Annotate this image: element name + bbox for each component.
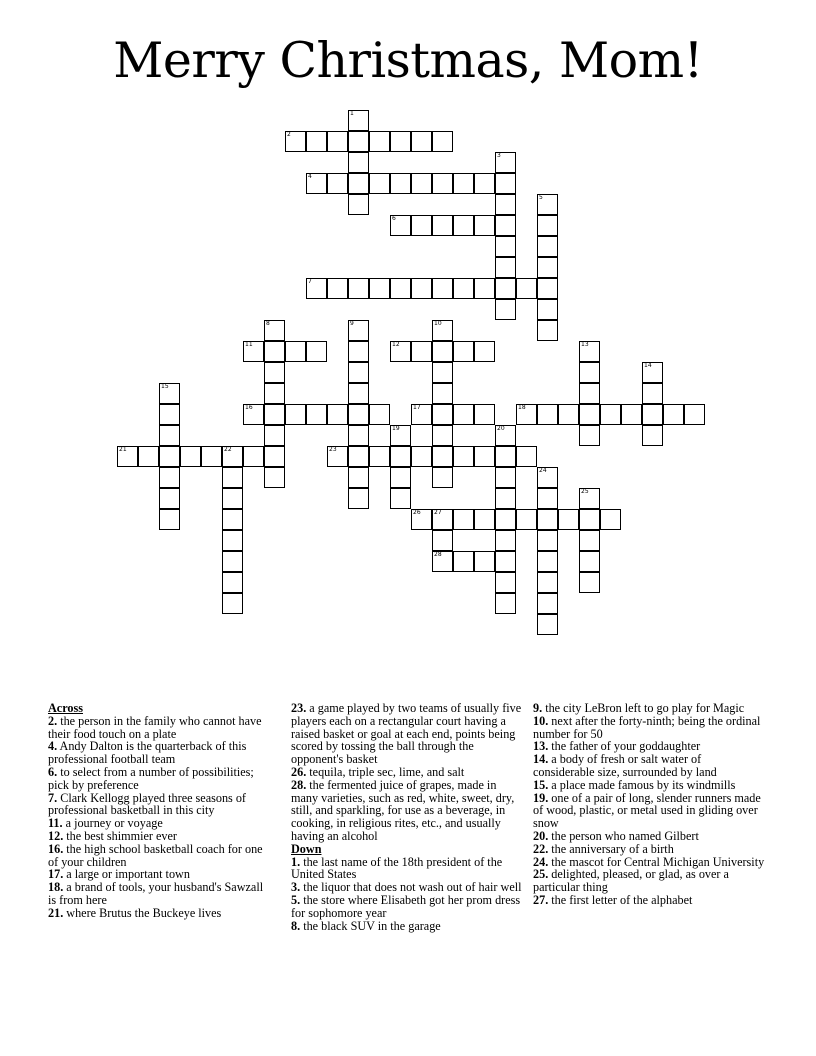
clue-text: the liquor that does not wash out of hair well	[300, 880, 522, 895]
grid-cell[interactable]	[117, 446, 138, 467]
down-heading: Down	[291, 841, 322, 856]
grid-cell[interactable]	[285, 404, 306, 425]
grid-cell[interactable]	[348, 404, 369, 425]
grid-cell[interactable]	[495, 488, 516, 509]
grid-cell[interactable]	[180, 446, 201, 467]
grid-cell[interactable]	[495, 551, 516, 572]
grid-cell[interactable]	[264, 404, 285, 425]
clue-text: where Brutus the Buckeye lives	[63, 905, 222, 920]
grid-cell[interactable]	[474, 278, 495, 299]
clue-text: the best shimmier ever	[63, 828, 177, 843]
grid-cell[interactable]	[558, 404, 579, 425]
grid-cell[interactable]	[390, 131, 411, 152]
across-clue	[48, 766, 274, 792]
clue-number: 13.	[533, 739, 549, 754]
grid-cell[interactable]	[348, 383, 369, 404]
clue-number: 22.	[533, 841, 549, 856]
grid-cell[interactable]	[327, 131, 348, 152]
grid-cell[interactable]	[159, 467, 180, 488]
grid-cell[interactable]	[432, 362, 453, 383]
grid-cell[interactable]	[432, 425, 453, 446]
clue-text: the black SUV in the garage	[300, 918, 441, 933]
clue-number: 25.	[533, 867, 549, 882]
grid-cell[interactable]	[474, 509, 495, 530]
grid-cell[interactable]	[474, 341, 495, 362]
grid-cell[interactable]	[684, 404, 705, 425]
grid-cell[interactable]	[411, 404, 432, 425]
grid-cell[interactable]	[495, 446, 516, 467]
grid-cell[interactable]	[495, 425, 516, 446]
grid-cell[interactable]	[537, 467, 558, 488]
grid-cell[interactable]	[390, 215, 411, 236]
grid-cell[interactable]	[642, 425, 663, 446]
grid-cell[interactable]	[348, 110, 369, 131]
clue-number: 5	[539, 194, 543, 201]
clue-number: 1.	[291, 854, 301, 869]
grid-cell[interactable]	[537, 194, 558, 215]
grid-cell[interactable]	[411, 446, 432, 467]
grid-cell[interactable]	[306, 404, 327, 425]
grid-cell[interactable]	[642, 362, 663, 383]
grid-cell[interactable]	[537, 488, 558, 509]
clue-number: 21.	[48, 905, 64, 920]
down-clue	[533, 753, 765, 779]
grid-cell[interactable]	[306, 341, 327, 362]
clue-text: the fermented juice of grapes, made in many varieties, such as red, white, sweet, dry, still, and sparkling, for use as a beverage, in cooking, in religious rites, etc., and usually having an alcohol	[291, 777, 515, 843]
grid-cell[interactable]	[264, 341, 285, 362]
clue-text: the city LeBron left to go play for Magic	[542, 701, 745, 715]
grid-cell[interactable]	[516, 446, 537, 467]
clue-number: 3.	[291, 880, 301, 895]
grid-cell[interactable]	[411, 173, 432, 194]
grid-cell[interactable]	[264, 467, 285, 488]
grid-cell[interactable]	[348, 152, 369, 173]
grid-cell[interactable]	[600, 509, 621, 530]
clue-number: 10	[434, 320, 442, 327]
grid-cell[interactable]	[495, 173, 516, 194]
clue-number: 3	[497, 152, 501, 159]
clue-text: the father of your goddaughter	[548, 739, 701, 754]
grid-cell[interactable]	[369, 131, 390, 152]
grid-cell[interactable]	[432, 551, 453, 572]
grid-cell[interactable]	[495, 152, 516, 173]
grid-cell[interactable]	[411, 341, 432, 362]
grid-cell[interactable]	[432, 320, 453, 341]
grid-cell[interactable]	[453, 404, 474, 425]
clue-text: the person in the family who cannot have their food touch on a plate	[48, 713, 262, 741]
down-clue	[533, 868, 765, 894]
grid-cell[interactable]	[390, 467, 411, 488]
clue-number: 4.	[48, 739, 58, 754]
clue-number: 14	[644, 362, 652, 369]
clue-number: 5.	[291, 892, 301, 907]
clue-text: the high school basketball coach for one of your children	[48, 841, 263, 869]
grid-cell[interactable]	[159, 509, 180, 530]
grid-cell[interactable]	[222, 509, 243, 530]
grid-cell[interactable]	[264, 425, 285, 446]
grid-cell[interactable]	[264, 320, 285, 341]
clue-number: 18	[518, 404, 526, 411]
grid-cell[interactable]	[348, 488, 369, 509]
grid-cell[interactable]	[348, 362, 369, 383]
clue-number: 23	[329, 446, 337, 453]
grid-cell[interactable]	[138, 446, 159, 467]
grid-cell[interactable]	[306, 173, 327, 194]
down-clue	[533, 894, 765, 907]
grid-cell[interactable]	[159, 425, 180, 446]
grid-cell[interactable]	[537, 593, 558, 614]
clues-column-1	[48, 702, 274, 920]
clues-column-3	[533, 702, 765, 907]
across-clue	[291, 779, 523, 843]
grid-cell[interactable]	[243, 404, 264, 425]
grid-cell[interactable]	[474, 446, 495, 467]
grid-cell[interactable]	[600, 404, 621, 425]
clue-text: a place made famous by its windmills	[548, 777, 736, 792]
grid-cell[interactable]	[264, 446, 285, 467]
grid-cell[interactable]	[579, 362, 600, 383]
grid-cell[interactable]	[432, 509, 453, 530]
clue-text: a journey or voyage	[62, 816, 163, 831]
grid-cell[interactable]	[390, 425, 411, 446]
grid-cell[interactable]	[432, 278, 453, 299]
grid-cell[interactable]	[348, 173, 369, 194]
grid-cell[interactable]	[516, 404, 537, 425]
grid-cell[interactable]	[495, 236, 516, 257]
grid-cell[interactable]	[474, 173, 495, 194]
grid-cell[interactable]	[369, 173, 390, 194]
across-clue	[48, 881, 274, 907]
clue-text: the person who named Gilbert	[548, 828, 699, 843]
clue-number: 27	[434, 509, 442, 516]
grid-cell[interactable]	[327, 446, 348, 467]
grid-cell[interactable]	[411, 215, 432, 236]
clue-text: a brand of tools, your husband's Sawzall is from here	[48, 880, 264, 907]
clue-number: 11.	[48, 816, 63, 831]
grid-cell[interactable]	[432, 383, 453, 404]
clue-number: 2.	[48, 713, 58, 728]
grid-cell[interactable]	[537, 299, 558, 320]
clue-number: 27.	[533, 892, 549, 907]
grid-cell[interactable]	[327, 404, 348, 425]
grid-cell[interactable]	[579, 383, 600, 404]
grid-cell[interactable]	[453, 446, 474, 467]
clue-number: 19	[392, 425, 400, 432]
grid-cell[interactable]	[411, 131, 432, 152]
grid-cell[interactable]	[390, 341, 411, 362]
clue-number: 26.	[291, 764, 307, 779]
grid-cell[interactable]	[537, 215, 558, 236]
grid-cell[interactable]	[495, 509, 516, 530]
clue-text: a body of fresh or salt water of considerable size, surrounded by land	[533, 752, 717, 779]
clue-number: 17.	[48, 867, 64, 882]
grid-cell[interactable]	[537, 572, 558, 593]
grid-cell[interactable]	[663, 404, 684, 425]
grid-cell[interactable]	[474, 551, 495, 572]
clue-number: 18.	[48, 880, 64, 895]
grid-cell[interactable]	[348, 194, 369, 215]
clue-text: to select from a number of possibilities; pick by preference	[48, 764, 254, 792]
clue-text: Andy Dalton is the quarterback of this professional football team	[48, 739, 247, 767]
grid-cell[interactable]	[432, 341, 453, 362]
clue-number: 16.	[48, 841, 64, 856]
clue-number: 8	[266, 320, 270, 327]
clue-text: a large or important town	[63, 867, 190, 882]
grid-cell[interactable]	[432, 131, 453, 152]
grid-cell[interactable]	[348, 131, 369, 152]
grid-cell[interactable]	[537, 404, 558, 425]
grid-cell[interactable]	[285, 341, 306, 362]
grid-cell[interactable]	[159, 446, 180, 467]
grid-cell[interactable]	[243, 446, 264, 467]
grid-cell[interactable]	[579, 530, 600, 551]
grid-cell[interactable]	[537, 509, 558, 530]
clue-number: 24	[539, 467, 547, 474]
grid-cell[interactable]	[495, 467, 516, 488]
grid-cell[interactable]	[390, 278, 411, 299]
grid-cell[interactable]	[495, 194, 516, 215]
clue-number: 28.	[291, 777, 307, 792]
grid-cell[interactable]	[642, 404, 663, 425]
grid-cell[interactable]	[243, 341, 264, 362]
grid-cell[interactable]	[222, 446, 243, 467]
clue-text: the anniversary of a birth	[548, 841, 674, 856]
clue-text: the mascot for Central Michigan University	[548, 854, 765, 869]
clue-number: 15	[161, 383, 169, 390]
clue-text: a game played by two teams of usually five players each on a rectangular court having a raised basket or goal at each end, points being scored by tossing the ball through the opponent's basket	[291, 701, 522, 767]
grid-cell[interactable]	[222, 530, 243, 551]
grid-cell[interactable]	[537, 320, 558, 341]
grid-cell[interactable]	[432, 173, 453, 194]
grid-cell[interactable]	[369, 278, 390, 299]
grid-cell[interactable]	[201, 446, 222, 467]
grid-cell[interactable]	[579, 425, 600, 446]
across-clue	[48, 843, 274, 869]
grid-cell[interactable]	[516, 278, 537, 299]
grid-cell[interactable]	[327, 173, 348, 194]
grid-cell[interactable]	[432, 467, 453, 488]
grid-cell[interactable]	[558, 509, 579, 530]
grid-cell[interactable]	[537, 236, 558, 257]
grid-cell[interactable]	[159, 488, 180, 509]
down-clue	[291, 920, 523, 933]
grid-cell[interactable]	[306, 131, 327, 152]
clue-number: 20.	[533, 828, 549, 843]
down-clue	[291, 856, 523, 882]
clue-number: 28	[434, 551, 442, 558]
grid-cell[interactable]	[432, 446, 453, 467]
grid-cell[interactable]	[369, 404, 390, 425]
grid-cell[interactable]	[453, 341, 474, 362]
grid-cell[interactable]	[579, 404, 600, 425]
clue-number: 7.	[48, 790, 58, 805]
clue-text: Clark Kellogg played three seasons of professional basketball in this city	[48, 790, 246, 818]
grid-cell[interactable]	[327, 278, 348, 299]
grid-cell[interactable]	[390, 446, 411, 467]
clue-number: 26	[413, 509, 421, 516]
down-clue	[533, 792, 765, 830]
grid-cell[interactable]	[537, 278, 558, 299]
grid-cell[interactable]	[474, 404, 495, 425]
clue-number: 6	[392, 215, 396, 222]
clue-number: 14.	[533, 752, 549, 767]
grid-cell[interactable]	[516, 509, 537, 530]
grid-cell[interactable]	[642, 383, 663, 404]
across-clue	[48, 715, 274, 741]
grid-cell[interactable]	[579, 509, 600, 530]
grid-cell[interactable]	[495, 257, 516, 278]
clue-number: 1	[350, 110, 354, 117]
clue-text: next after the forty-ninth; being the ordinal number for 50	[533, 713, 761, 741]
clues-column-2	[291, 702, 523, 932]
grid-cell[interactable]	[348, 320, 369, 341]
grid-cell[interactable]	[579, 488, 600, 509]
grid-cell[interactable]	[453, 173, 474, 194]
grid-cell[interactable]	[453, 551, 474, 572]
clue-text: the last name of the 18th president of the United States	[291, 854, 503, 882]
grid-cell[interactable]	[579, 551, 600, 572]
grid-cell[interactable]	[579, 572, 600, 593]
clue-number: 11	[245, 341, 253, 348]
clue-number: 19.	[533, 790, 549, 805]
clue-number: 21	[119, 446, 127, 453]
grid-cell[interactable]	[348, 467, 369, 488]
grid-cell[interactable]	[348, 446, 369, 467]
clue-number: 10.	[533, 713, 549, 728]
grid-cell[interactable]	[159, 383, 180, 404]
across-clue	[291, 702, 523, 766]
clue-number: 12.	[48, 828, 64, 843]
clue-number: 7	[308, 278, 312, 285]
grid-cell[interactable]	[369, 446, 390, 467]
grid-cell[interactable]	[453, 215, 474, 236]
grid-cell[interactable]	[222, 488, 243, 509]
clue-number: 2	[287, 131, 291, 138]
clue-number: 4	[308, 173, 312, 180]
clue-number: 15.	[533, 777, 549, 792]
grid-cell[interactable]	[537, 551, 558, 572]
grid-cell[interactable]	[579, 341, 600, 362]
across-clue	[48, 907, 274, 920]
grid-cell[interactable]	[474, 215, 495, 236]
grid-cell[interactable]	[495, 215, 516, 236]
grid-cell[interactable]	[222, 572, 243, 593]
grid-cell[interactable]	[411, 509, 432, 530]
across-heading: Across	[48, 701, 83, 715]
clue-number: 9	[350, 320, 354, 327]
clue-number: 8.	[291, 918, 301, 933]
clue-text: the store where Elisabeth got her prom dress for sophomore year	[291, 892, 521, 920]
grid-cell[interactable]	[495, 278, 516, 299]
puzzle-title: Merry Christmas, Mom!	[113, 32, 703, 89]
clue-number: 17	[413, 404, 421, 411]
grid-cell[interactable]	[495, 299, 516, 320]
grid-cell[interactable]	[159, 404, 180, 425]
clue-text: delighted, pleased, or glad, as over a particular thing	[533, 867, 729, 895]
clue-number: 13	[581, 341, 589, 348]
grid-cell[interactable]	[264, 383, 285, 404]
grid-cell[interactable]	[495, 593, 516, 614]
grid-cell[interactable]	[621, 404, 642, 425]
clue-number: 9.	[533, 701, 543, 715]
grid-cell[interactable]	[432, 404, 453, 425]
grid-cell[interactable]	[432, 530, 453, 551]
grid-cell[interactable]	[411, 278, 432, 299]
grid-cell[interactable]	[264, 362, 285, 383]
clue-text: the first letter of the alphabet	[548, 892, 693, 907]
clue-number: 6.	[48, 764, 58, 779]
grid-cell[interactable]	[453, 278, 474, 299]
across-clue	[48, 792, 274, 818]
grid-cell[interactable]	[495, 530, 516, 551]
grid-cell[interactable]	[390, 488, 411, 509]
clue-text: tequila, triple sec, lime, and salt	[306, 764, 465, 779]
grid-cell[interactable]	[390, 173, 411, 194]
clue-number: 20	[497, 425, 505, 432]
grid-cell[interactable]	[306, 278, 327, 299]
grid-cell[interactable]	[537, 257, 558, 278]
clue-number: 25	[581, 488, 589, 495]
grid-cell[interactable]	[222, 593, 243, 614]
grid-cell[interactable]	[348, 341, 369, 362]
grid-cell[interactable]	[285, 131, 306, 152]
grid-cell[interactable]	[222, 551, 243, 572]
grid-cell[interactable]	[537, 530, 558, 551]
grid-cell[interactable]	[348, 278, 369, 299]
clue-number: 24.	[533, 854, 549, 869]
grid-cell[interactable]	[495, 572, 516, 593]
grid-cell[interactable]	[432, 215, 453, 236]
grid-cell[interactable]	[537, 614, 558, 635]
clue-number: 22	[224, 446, 232, 453]
down-clue	[533, 715, 765, 741]
clue-number: 12	[392, 341, 400, 348]
clue-number: 23.	[291, 701, 307, 715]
grid-cell[interactable]	[348, 425, 369, 446]
grid-cell[interactable]	[222, 467, 243, 488]
clue-text: one of a pair of long, slender runners made of wood, plastic, or metal used in gliding over snow	[533, 790, 761, 831]
down-clue	[291, 894, 523, 920]
clue-number: 16	[245, 404, 253, 411]
grid-cell[interactable]	[453, 509, 474, 530]
across-clue	[48, 740, 274, 766]
